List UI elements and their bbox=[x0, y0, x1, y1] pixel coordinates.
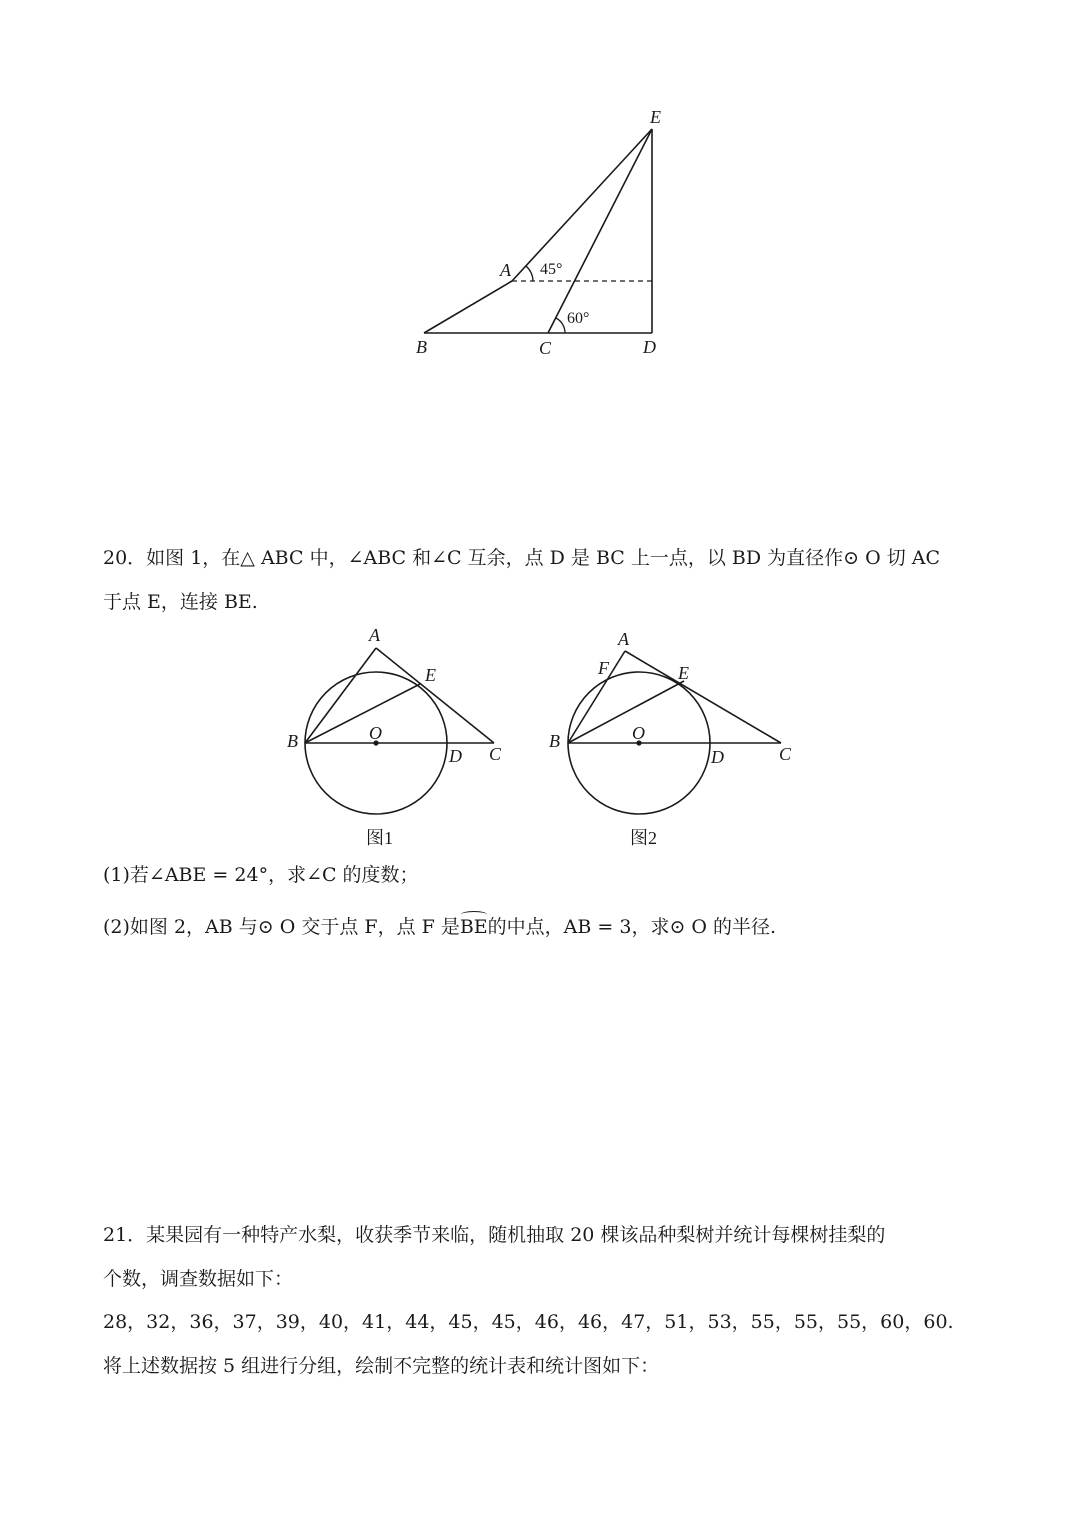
label-a: A bbox=[500, 260, 511, 280]
segment-ae bbox=[512, 129, 652, 281]
fig2-label-o: O bbox=[632, 723, 645, 743]
q2-text-part1: (2)如图 2，AB 与⊙ O 交于点 F，点 F 是 bbox=[103, 916, 460, 938]
fig2-label-d: D bbox=[711, 747, 724, 767]
segment-ac bbox=[625, 651, 781, 743]
fig2-label-e: E bbox=[678, 663, 689, 683]
angle-arc-a bbox=[526, 266, 533, 281]
problem-21-line1: 21．某果园有一种特产水梨，收获季节来临，随机抽取 20 棵该品种梨树并统计每棵树挂梨的 bbox=[103, 1224, 886, 1246]
problem-20-question-2 bbox=[103, 914, 776, 940]
q2-text-part2: 的中点，AB = 3，求⊙ O 的半径. bbox=[487, 916, 777, 938]
problem-20-stem-line2: 于点 E，连接 BE. bbox=[103, 591, 258, 613]
fig1-label-d: D bbox=[449, 746, 462, 766]
fig2-label-a: A bbox=[618, 629, 629, 649]
segment-ab bbox=[568, 651, 625, 743]
arc-be: BE bbox=[459, 916, 488, 938]
problem-21-line4: 将上述数据按 5 组进行分组，绘制不完整的统计表和统计图如下： bbox=[103, 1355, 660, 1377]
fig1-label-a: A bbox=[369, 625, 380, 645]
fig2-label-f: F bbox=[598, 658, 609, 678]
problem-21-line2: 个数，调查数据如下： bbox=[103, 1268, 294, 1290]
segment-ac bbox=[376, 648, 494, 743]
segment-be bbox=[568, 681, 684, 743]
fig2-label-c: C bbox=[779, 744, 792, 764]
fig1-label-o: O bbox=[369, 723, 382, 743]
problem-20-question-1: (1)若∠ABE = 24°，求∠C 的度数； bbox=[103, 864, 419, 886]
segment-ab bbox=[305, 648, 376, 743]
fig1-label-e: E bbox=[425, 665, 436, 685]
label-c: C bbox=[539, 338, 552, 358]
problem-20-stem-line1: 20．如图 1，在△ ABC 中，∠ABC 和∠C 互余，点 D 是 BC 上一点，以 BD 为直径作⊙ O 切 AC bbox=[103, 547, 940, 569]
figure-19 bbox=[424, 129, 652, 333]
problem-21-data: 28，32，36，37，39，40，41，44，45，45，46，46，47，51，53，55，55，55，60，60. bbox=[103, 1311, 954, 1333]
fig1-label-c: C bbox=[489, 744, 502, 764]
fig2-caption: 图2 bbox=[630, 828, 657, 848]
fig2-label-b: B bbox=[549, 731, 560, 751]
angle-60-label: 60° bbox=[567, 310, 590, 327]
label-d: D bbox=[643, 337, 656, 357]
segment-ab bbox=[424, 281, 512, 333]
segment-be bbox=[305, 684, 420, 743]
segment-ce bbox=[548, 129, 652, 333]
fig1-label-b: B bbox=[287, 731, 298, 751]
angle-45-label: 45° bbox=[540, 261, 563, 278]
label-e: E bbox=[650, 107, 661, 127]
label-b: B bbox=[416, 337, 427, 357]
figure-20-1 bbox=[305, 648, 494, 814]
fig1-caption: 图1 bbox=[366, 828, 393, 848]
angle-arc-c bbox=[556, 318, 565, 333]
